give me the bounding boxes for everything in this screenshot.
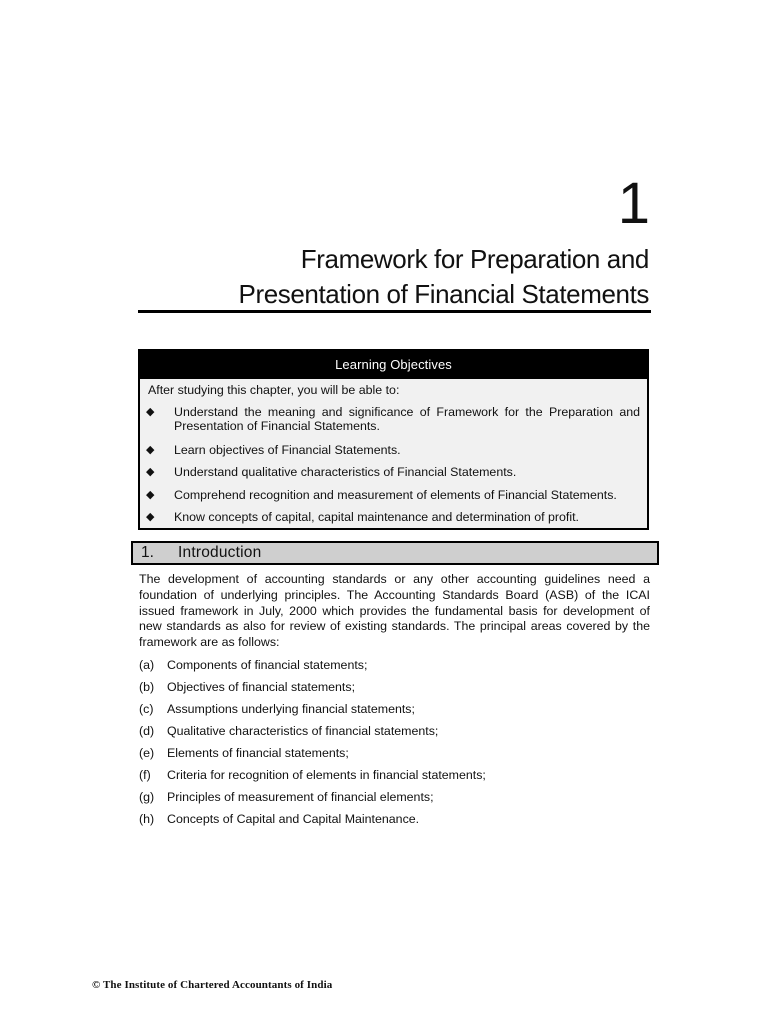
section-number: 1.: [141, 544, 154, 561]
learning-objectives-intro: After studying this chapter, you will be able to:: [148, 383, 400, 397]
list-item-text: Objectives of financial statements;: [167, 680, 356, 694]
list-item-text: Concepts of Capital and Capital Maintenance.: [167, 812, 420, 826]
objective-text: Know concepts of capital, capital maintenance and determination of profit.: [174, 510, 580, 524]
chapter-number: 1: [617, 171, 649, 236]
list-item-text: Elements of financial statements;: [167, 746, 349, 760]
title-rule: [138, 310, 651, 313]
bullet-icon: ◆: [146, 511, 155, 523]
bullet-icon: ◆: [146, 466, 155, 478]
list-item-text: Criteria for recognition of elements in financial statements;: [167, 768, 486, 782]
list-item-label: (g): [139, 790, 155, 804]
list-item-label: (e): [139, 746, 155, 760]
chapter-title-line-2: Presentation of Financial Statements: [238, 279, 649, 309]
bullet-icon: ◆: [146, 406, 155, 418]
list-item-label: (d): [139, 724, 155, 738]
list-item-text: Principles of measurement of financial elements;: [167, 790, 434, 804]
list-item-label: (h): [139, 812, 155, 826]
list-item-text: Components of financial statements;: [167, 658, 368, 672]
bullet-icon: ◆: [146, 489, 155, 501]
footer-copyright: © The Institute of Chartered Accountants of India: [92, 979, 333, 991]
list-item-label: (a): [139, 658, 155, 672]
intro-paragraph: The development of accounting standards or any other accounting guidelines need a foundation of underlying principles. The Accounting Standards Board (ASB) of the ICAI issued framework in July, 2000 which provides the fundamental basis for development of new standards as also for review of existing standards. The principal areas covered by the framework are as follows:: [139, 572, 650, 650]
objective-text: Understand qualitative characteristics of Financial Statements.: [174, 465, 517, 479]
learning-objectives-header: Learning Objectives: [140, 351, 647, 379]
learning-objectives-box: [138, 349, 649, 530]
objective-text: Learn objectives of Financial Statements.: [174, 443, 401, 457]
section-heading: [131, 541, 659, 565]
list-item-label: (f): [139, 768, 151, 782]
section-title: Introduction: [178, 544, 262, 561]
chapter-title-line-1: Framework for Preparation and: [300, 244, 649, 274]
objective-text: Comprehend recognition and measurement of elements of Financial Statements.: [174, 488, 617, 502]
list-item-text: Assumptions underlying financial statements;: [167, 702, 415, 716]
chapter-title: [129, 242, 649, 312]
bullet-icon: ◆: [146, 444, 155, 456]
list-item-label: (b): [139, 680, 155, 694]
list-item-label: (c): [139, 702, 154, 716]
objective-text: Understand the meaning and significance of Framework for the Preparation and Presentation of Financial Statements.: [174, 405, 640, 433]
list-item-text: Qualitative characteristics of financial statements;: [167, 724, 439, 738]
